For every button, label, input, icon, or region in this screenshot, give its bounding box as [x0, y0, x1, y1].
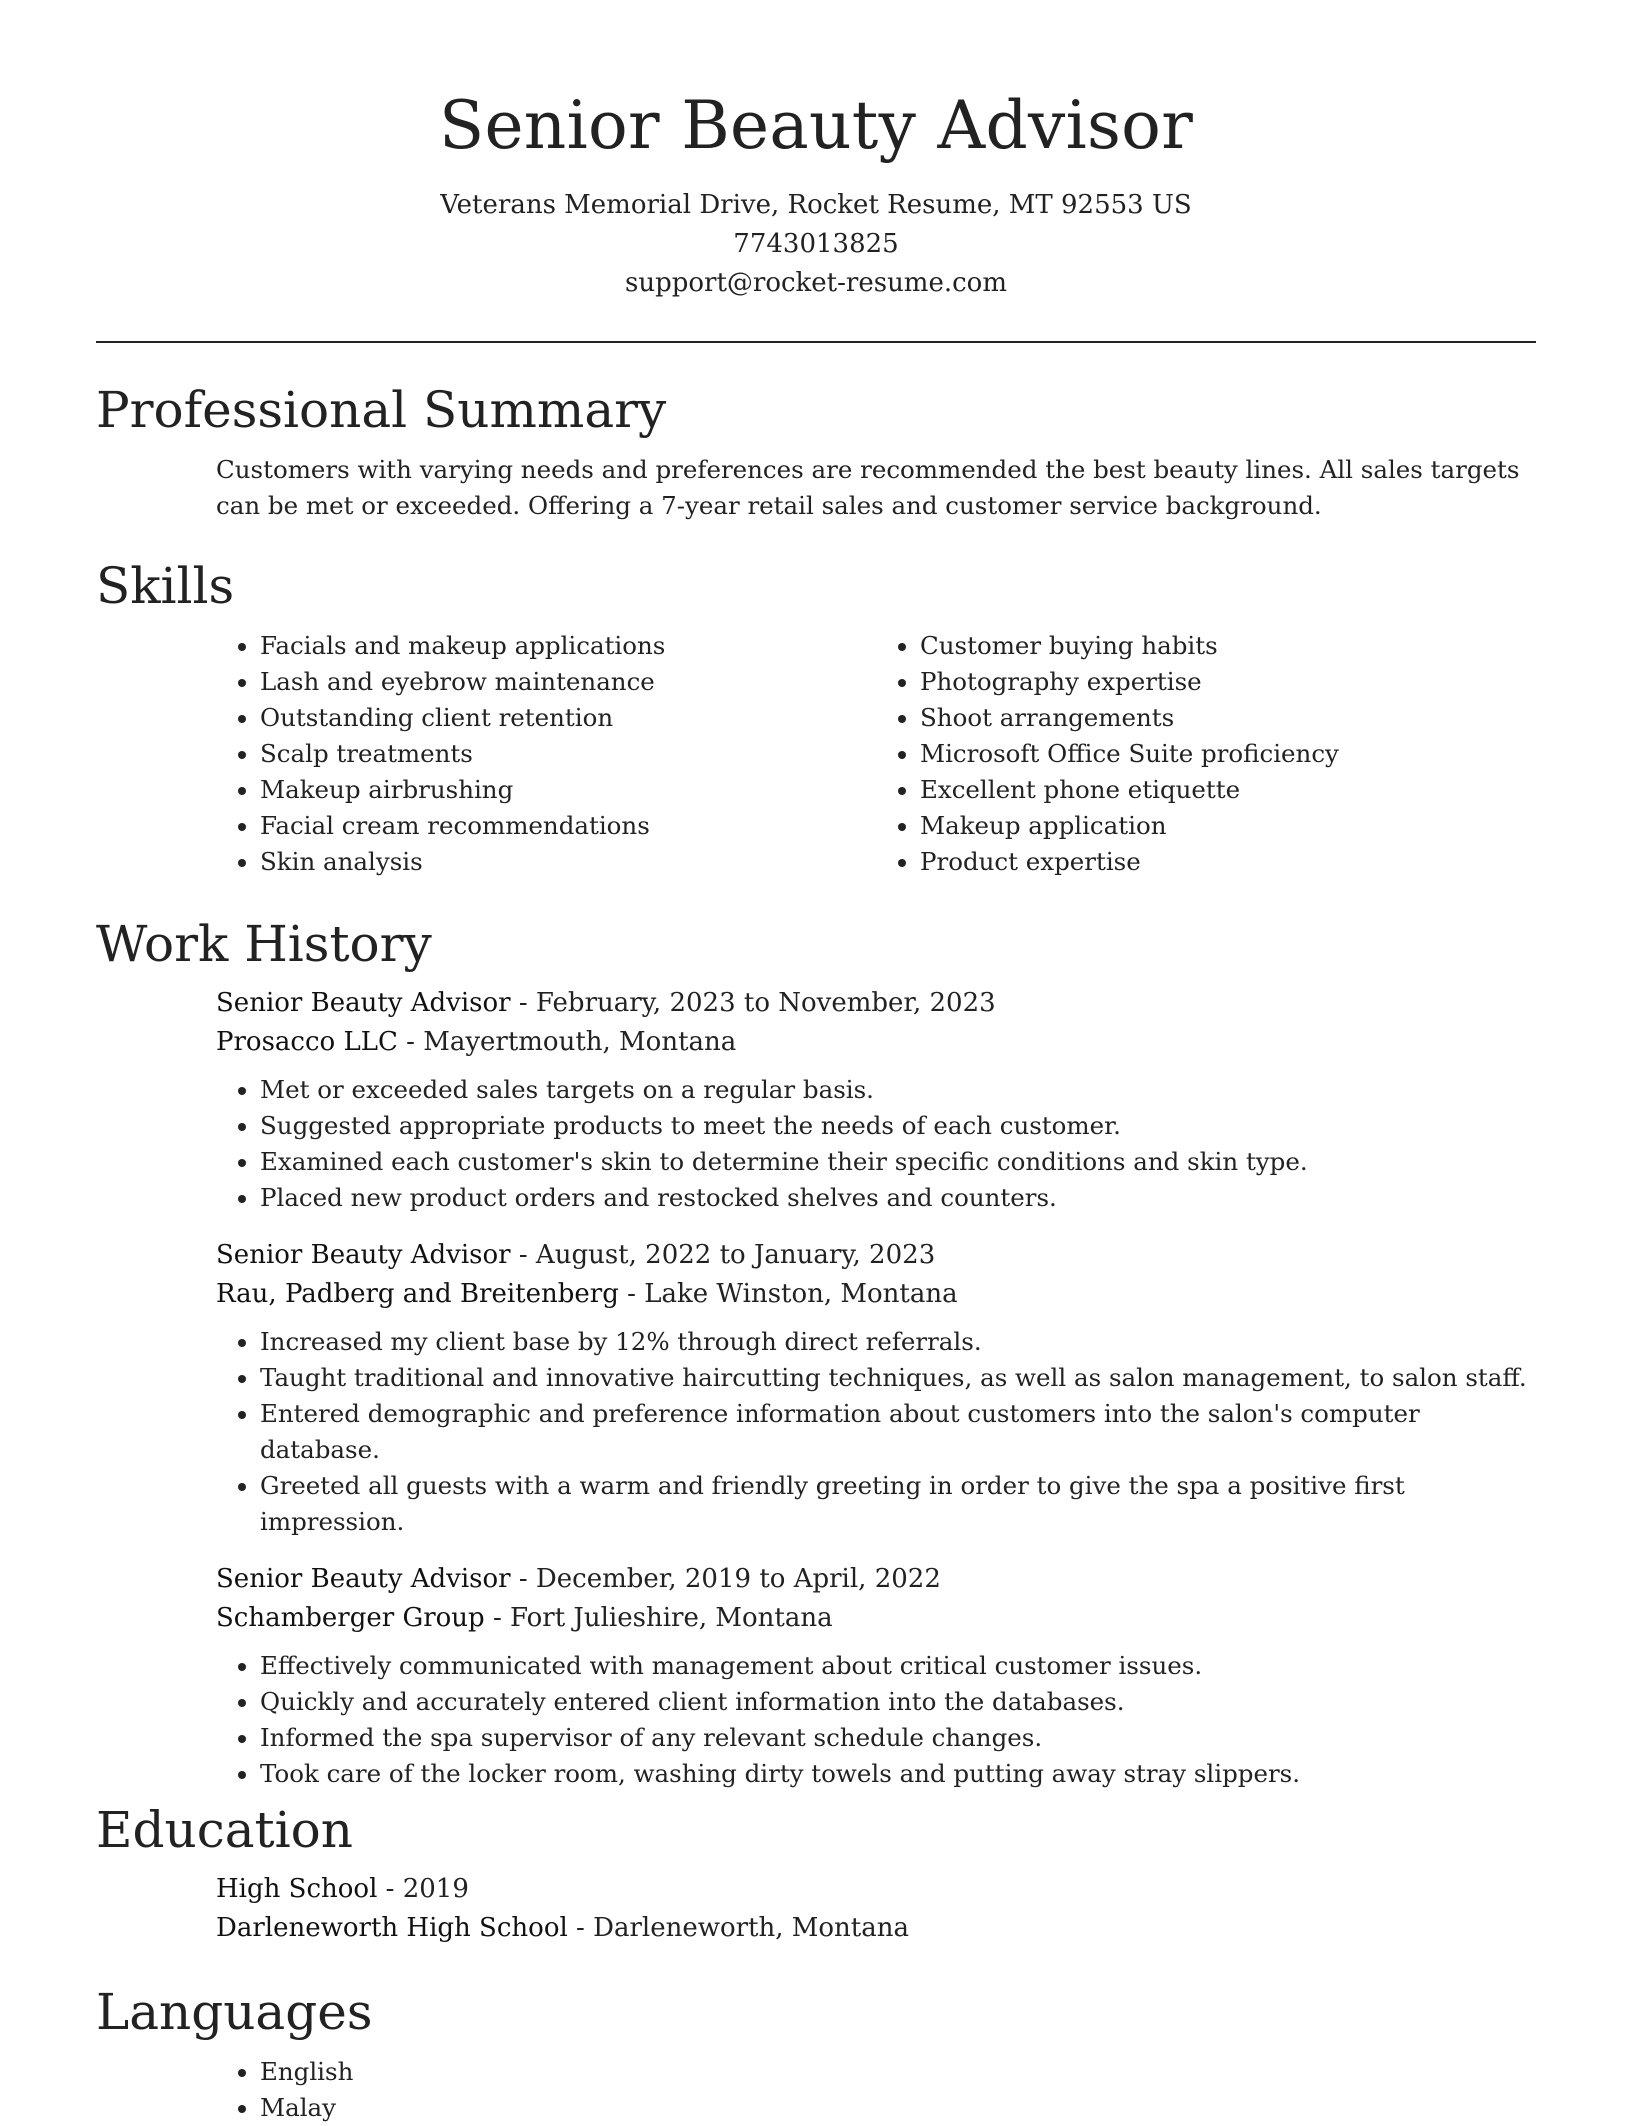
job-bullet: • Met or exceeded sales targets on a regular basis.: [260, 1072, 1536, 1108]
section-title: Work History: [96, 915, 432, 973]
job-bullet: • Informed the spa supervisor of any relevant schedule changes.: [260, 1720, 1536, 1756]
job-bullet: • Increased my client base by 12% through direct referrals.: [260, 1324, 1536, 1360]
job-bullet: • Placed new product orders and restocked shelves and counters.: [260, 1180, 1536, 1216]
skill-item: • Excellent phone etiquette: [920, 772, 1536, 808]
skill-item: • Makeup application: [920, 808, 1536, 844]
job-bullet: • Quickly and accurately entered client information into the databases.: [260, 1684, 1536, 1720]
job-bullets: [216, 1072, 1536, 1216]
skill-item: • Scalp treatments: [260, 736, 876, 772]
education-degree: High School: [216, 1874, 378, 1904]
job-location: - Mayertmouth, Montana: [397, 1027, 737, 1057]
job-dates: - February, 2023 to November, 2023: [510, 988, 996, 1018]
language-item: • English: [260, 2054, 1536, 2090]
education-degree-line: [216, 1870, 1536, 1909]
job-company-line: [216, 1599, 1536, 1638]
job-company-line: [216, 1275, 1536, 1314]
skills-section: [96, 556, 1536, 880]
summary-text: Customers with varying needs and preferences are recommended the best beauty lines. All sales targets can be met or exceeded. Offering a 7-year retail sales and customer service background.: [216, 455, 1520, 520]
job-bullet: • Suggested appropriate products to meet the needs of each customer.: [260, 1108, 1536, 1144]
section-title: Languages: [96, 1983, 373, 2041]
education-location: - Darleneworth, Montana: [567, 1913, 909, 1943]
section-title: Skills: [96, 557, 235, 615]
job-dates: - August, 2022 to January, 2023: [510, 1240, 936, 1270]
job-bullet: • Entered demographic and preference information about customers into the salon's computer database.: [260, 1396, 1536, 1468]
skill-item: • Makeup airbrushing: [260, 772, 876, 808]
skill-item: • Facial cream recommendations: [260, 808, 876, 844]
summary-section: [96, 380, 1536, 524]
job-bullet: • Effectively communicated with management about critical customer issues.: [260, 1648, 1536, 1684]
job-bullets: [216, 1648, 1536, 1792]
skills-list-left: [216, 628, 876, 880]
job-bullet: • Took care of the locker room, washing dirty towels and putting away stray slippers.: [260, 1756, 1536, 1792]
job-title-line: [216, 1560, 1536, 1599]
skill-item: • Microsoft Office Suite proficiency: [920, 736, 1536, 772]
job-title-line: [216, 1236, 1536, 1275]
work-history-section: [96, 914, 1536, 1804]
education-section: [96, 1800, 1536, 1948]
job-location: - Lake Winston, Montana: [618, 1279, 958, 1309]
job-dates: - December, 2019 to April, 2022: [510, 1564, 941, 1594]
job-company: Rau, Padberg and Breitenberg: [216, 1279, 619, 1309]
job-company: Schamberger Group: [216, 1603, 485, 1633]
education-content: [216, 1870, 1536, 1948]
resume-name: Senior Beauty Advisor: [438, 87, 1194, 164]
skill-item: • Shoot arrangements: [920, 700, 1536, 736]
job-role: Senior Beauty Advisor: [216, 1564, 511, 1594]
job-role: Senior Beauty Advisor: [216, 988, 511, 1018]
contact-info: [0, 186, 1632, 303]
contact-phone: 7743013825: [733, 229, 899, 259]
languages-content: [216, 2054, 1536, 2126]
education-school: Darleneworth High School: [216, 1913, 568, 1943]
job-location: - Fort Julieshire, Montana: [484, 1603, 833, 1633]
job-role: Senior Beauty Advisor: [216, 1240, 511, 1270]
job-entry: [216, 984, 1536, 1216]
work-history-content: [216, 984, 1536, 1792]
contact-email: support@rocket-resume.com: [624, 268, 1007, 298]
job-entry: [216, 1560, 1536, 1792]
language-item: • Malay: [260, 2090, 1536, 2126]
skills-grid: [216, 628, 1536, 880]
job-company: Prosacco LLC: [216, 1027, 398, 1057]
education-year: - 2019: [377, 1874, 469, 1904]
skill-item: • Photography expertise: [920, 664, 1536, 700]
job-bullet: • Taught traditional and innovative haircutting techniques, as well as salon management, to salon staff.: [260, 1360, 1536, 1396]
job-bullets: [216, 1324, 1536, 1540]
job-company-line: [216, 1023, 1536, 1062]
contact-address: Veterans Memorial Drive, Rocket Resume, MT 92553 US: [440, 190, 1192, 220]
job-title-line: [216, 984, 1536, 1023]
skill-item: • Skin analysis: [260, 844, 876, 880]
job-bullet: • Examined each customer's skin to determine their specific conditions and skin type.: [260, 1144, 1536, 1180]
job-entry: [216, 1236, 1536, 1540]
skill-item: • Customer buying habits: [920, 628, 1536, 664]
education-school-line: [216, 1909, 1536, 1948]
skill-item: • Product expertise: [920, 844, 1536, 880]
languages-list: [216, 2054, 1536, 2126]
skill-item: • Outstanding client retention: [260, 700, 876, 736]
languages-section: [96, 1982, 1536, 2126]
header-divider: [96, 341, 1536, 343]
section-title: Professional Summary: [96, 381, 667, 439]
skill-item: • Facials and makeup applications: [260, 628, 876, 664]
resume-header: [0, 0, 1632, 303]
skill-item: • Lash and eyebrow maintenance: [260, 664, 876, 700]
section-title: Education: [96, 1801, 353, 1859]
summary-content: [216, 452, 1536, 524]
job-bullet: • Greeted all guests with a warm and friendly greeting in order to give the spa a positive first impression.: [260, 1468, 1536, 1540]
skills-list-right: [876, 628, 1536, 880]
